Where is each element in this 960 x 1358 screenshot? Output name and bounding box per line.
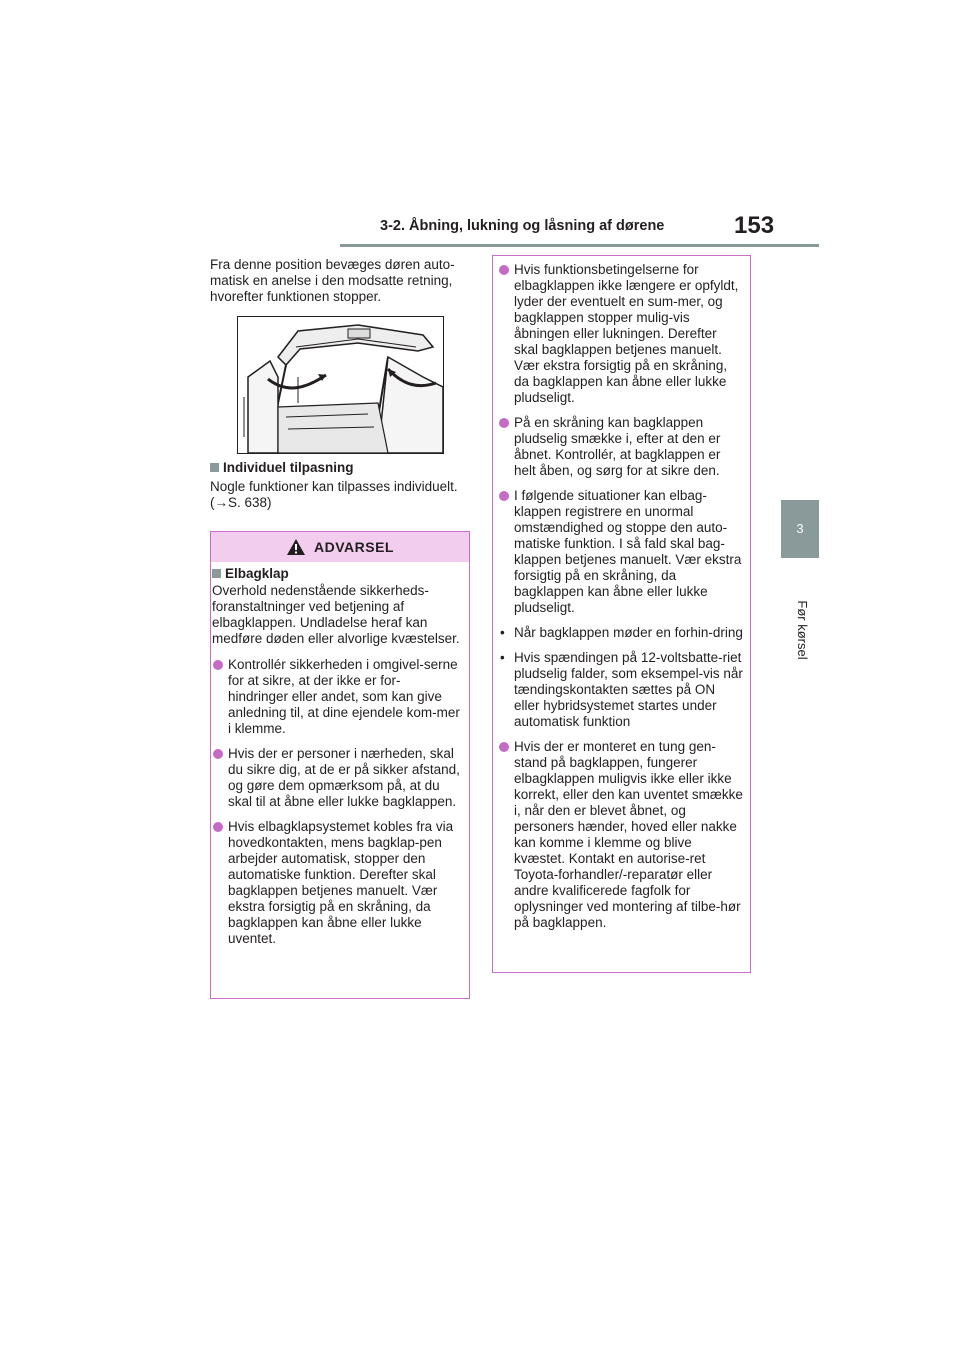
warning-bullet-text: Kontrollér sikkerheden i omgivel-serne for at sikre, at der ikke er for-hindringer eller andet, som kan give anledning til, at dine ejendele kom-mer i klemme. bbox=[228, 657, 460, 736]
warning-body bbox=[211, 562, 469, 947]
round-bullet-icon bbox=[213, 822, 223, 832]
chapter-tab: 3 bbox=[781, 500, 819, 558]
header-divider bbox=[340, 244, 819, 247]
customize-heading-text: Individuel tilpasning bbox=[223, 460, 354, 475]
warning-bullet bbox=[212, 746, 460, 810]
warning-bullet bbox=[498, 739, 744, 931]
warning-bullet bbox=[212, 657, 460, 737]
tailgate-illustration bbox=[237, 316, 444, 454]
customize-heading bbox=[210, 460, 354, 475]
warning-bullet bbox=[498, 262, 744, 406]
warning-section-text: Overhold nedenstående sikkerheds-foranstaltninger ved betjening af elbagklappen. Undladelse heraf kan medføre døden eller alvorlige kvæstelser. bbox=[212, 583, 460, 646]
warning-bullet bbox=[498, 488, 744, 616]
round-bullet-icon bbox=[499, 265, 509, 275]
warning-section-title bbox=[212, 566, 460, 581]
warning-bullet-text: På en skråning kan bagklappen pludselig smække i, efter at den er åbnet. Kontrollér, at bagklappen er helt åben, og sørg for at sikre den. bbox=[514, 415, 721, 478]
car-rear-open-tailgate-drawing bbox=[238, 317, 443, 453]
small-dot-icon: • bbox=[500, 650, 505, 665]
warning-section-title-text: Elbagklap bbox=[225, 566, 289, 581]
warning-bullet-text: Hvis der er personer i nærheden, skal du sikre dig, at de er på sikker afstand, og gøre dem opmærksom på, at du skal til at åbne eller lukke bagklappen. bbox=[228, 746, 460, 809]
small-dot-icon: • bbox=[500, 625, 505, 640]
round-bullet-icon bbox=[499, 418, 509, 428]
round-bullet-icon bbox=[499, 742, 509, 752]
round-bullet-icon bbox=[213, 660, 223, 670]
warning-bullet bbox=[212, 819, 460, 947]
square-bullet-icon bbox=[212, 569, 221, 578]
warning-box bbox=[210, 531, 470, 999]
chapter-label: Før kørsel bbox=[795, 600, 810, 660]
warning-triangle-icon bbox=[286, 538, 306, 556]
intro-text: Fra denne position bevæges døren auto-matisk en anelse i den modsatte retning, hvorefter funktionen stopper. bbox=[210, 257, 455, 304]
section-title: 3-2. Åbning, lukning og låsning af dørene bbox=[380, 218, 665, 234]
warning-bullet-text: Hvis funktionsbetingelserne for elbagklappen ikke længere er opfyldt, lyder der eventuelt en sum-mer, og bagklappen stopper mulig-vis åbningen eller lukningen. Derefter skal bagklappen betjenes manuelt. Vær ekstra forsigtig på en skråning, da bagklappen kan åbne eller lukke pludseligt. bbox=[514, 262, 739, 405]
warning-bullet bbox=[498, 415, 744, 479]
sub-bullet bbox=[498, 650, 744, 730]
warning-continued-body bbox=[493, 256, 750, 931]
warning-bullet-text: Hvis der er monteret en tung gen-stand på bagklappen, fungerer elbagklappen muligvis ikke eller ikke korrekt, eller den kan uventet smække i, når den er blevet åbnet, og personers hænder, hoved eller nakke kan komme i klemme og blive kvæstet. Kontakt en autorise-ret Toyota-forhandler/-reparatør eller andre kvalificerede fagfolk for oplysninger ved montering af tilbe-hør på bagklappen. bbox=[514, 739, 743, 930]
customize-text: Nogle funktioner kan tilpasses individuelt. (→S. 638) bbox=[210, 479, 458, 510]
round-bullet-icon bbox=[213, 749, 223, 759]
warning-header bbox=[211, 532, 469, 562]
intro-paragraph bbox=[210, 257, 472, 305]
warning-box-continued bbox=[492, 255, 751, 973]
sub-bullet-text: Når bagklappen møder en forhin-dring bbox=[514, 625, 743, 640]
round-bullet-icon bbox=[499, 491, 509, 501]
warning-bullet-text: I følgende situationer kan elbag-klappen registrere en unormal omstændighed og stoppe den auto-matiske funktion. I så fald skal bag-klappen betjenes manuelt. Vær ekstra forsigtig på en skråning, da bagklappen kan åbne eller lukke pludseligt. bbox=[514, 488, 742, 615]
page-number: 153 bbox=[734, 212, 775, 239]
sub-bullet-text: Hvis spændingen på 12-voltsbatte-riet pludselig falder, som eksempel-vis når tændingskontakten sættes på ON eller hybridsystemet startes under automatisk funktion bbox=[514, 650, 743, 729]
sub-bullet bbox=[498, 625, 744, 641]
square-bullet-icon bbox=[210, 463, 219, 472]
warning-bullet-text: Hvis elbagklapsystemet kobles fra via hovedkontakten, mens bagklap-pen arbejder automatisk, stopper den automatiske funktion. Derefter skal bagklappen betjenes manuelt. Vær ekstra forsigtig på en skråning, da bagklappen kan åbne eller lukke uventet. bbox=[228, 819, 454, 946]
warning-label: ADVARSEL bbox=[314, 539, 394, 555]
